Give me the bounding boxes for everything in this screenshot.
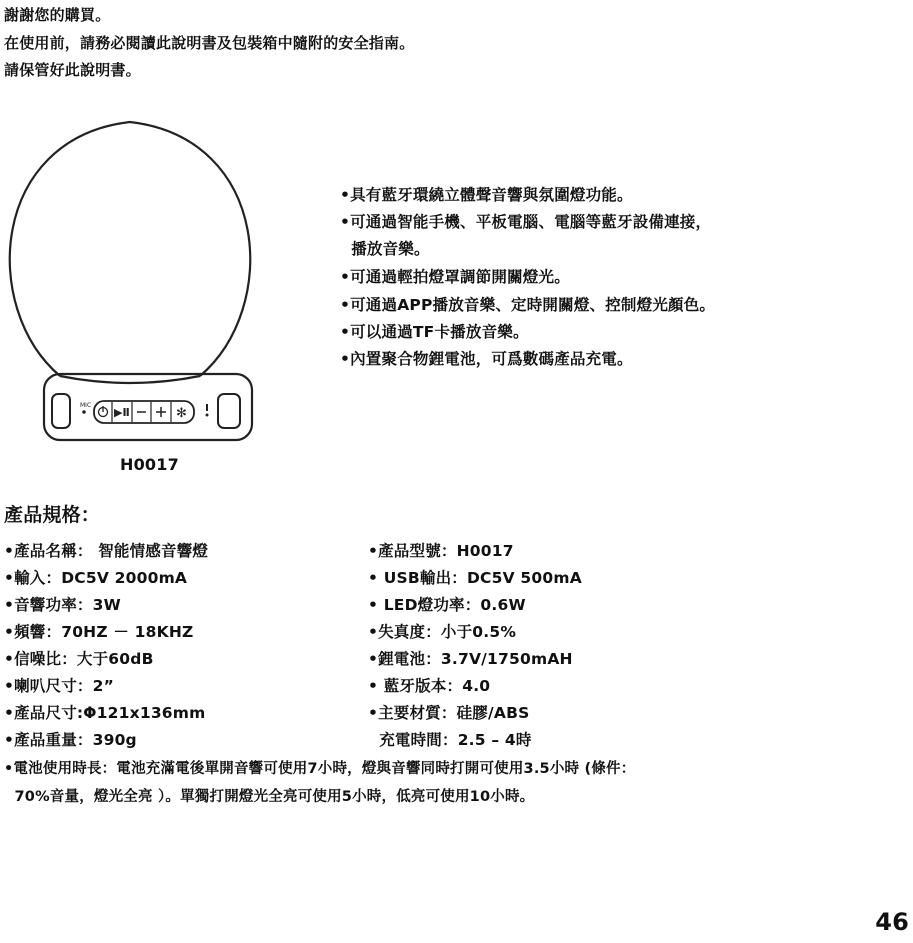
battery-life-line: 70%音量，燈光全亮 ）。單獨打開燈光全亮可使用5小時，低亮可使用10小時。 (4, 789, 535, 805)
lamp-globe (10, 122, 251, 376)
speaker-base (44, 374, 252, 440)
mic-icon (80, 402, 91, 414)
model-label: H0017 (120, 455, 179, 474)
spec-right-item: • USB輸出：DC5V 500mA (368, 569, 582, 587)
spec-left-item: •信噪比：大于60dB (4, 650, 154, 668)
play-pause-icon[interactable]: ▶Ⅱ (114, 406, 130, 419)
spec-right-item: •失真度：小于0.5% (368, 623, 517, 641)
spec-right-item: • LED燈功率：0.6W (368, 596, 526, 614)
spec-right-item: •鋰電池：3.7V/1750mAH (368, 650, 573, 668)
light-icon[interactable]: ✻ (176, 406, 187, 421)
right-grip (218, 394, 240, 428)
spec-right-item: •主要材質：硅膠/ABS (368, 704, 530, 722)
indicator-icon (206, 404, 209, 417)
specs-heading: 產品規格： (4, 504, 101, 526)
feature-item: •可通過APP播放音樂、定時開關燈、控制燈光顏色。 (340, 296, 716, 314)
feature-item: •可通過智能手機、平板電腦、電腦等藍牙設備連接， (340, 213, 712, 231)
intro-line-keep-manual: 請保管好此說明書。 (4, 61, 141, 79)
feature-item: •可以通過TF卡播放音樂。 (340, 323, 529, 341)
spec-right-item: • 藍牙版本：4.0 (368, 677, 491, 695)
spec-right-item: 充電時間：2.5 – 4時 (368, 731, 532, 749)
power-icon[interactable] (99, 406, 108, 417)
spec-left-item: •音響功率：3W (4, 596, 121, 614)
spec-left-item: •頻響：70HZ － 18KHZ (4, 623, 194, 641)
spec-left-item: •喇叭尺寸：2” (4, 677, 114, 695)
product-illustration (0, 118, 260, 448)
spec-left-item: •產品名稱： 智能情感音響燈 (4, 542, 209, 560)
feature-item: •具有藍牙環繞立體聲音響與氛圍燈功能。 (340, 186, 633, 204)
feature-item: •可通過輕拍燈罩調節開關燈光。 (340, 268, 570, 286)
svg-text:MIC: MIC (80, 402, 92, 409)
plus-icon[interactable] (156, 407, 166, 417)
spec-right-item: •產品型號：H0017 (368, 542, 514, 560)
intro-line-read-guide: 在使用前，請務必閱讀此說明書及包裝箱中隨附的安全指南。 (4, 34, 415, 52)
feature-item: 播放音樂。 (340, 240, 430, 258)
page-number: 46 (875, 908, 909, 936)
feature-item: •內置聚合物鋰電池，可爲數碼產品充電。 (340, 350, 633, 368)
left-grip (52, 394, 70, 428)
battery-life-line: •電池使用時長：電池充滿電後單開音響可使用7小時，燈與音響同時打開可使用3.5小時 (條件： (4, 761, 636, 777)
intro-line-thanks: 謝謝您的購買。 (4, 6, 111, 24)
spec-left-item: •產品重量：390g (4, 731, 137, 749)
spec-left-item: •輸入：DC5V 2000mA (4, 569, 188, 587)
spec-left-item: •產品尺寸:Φ121x136mm (4, 704, 206, 722)
